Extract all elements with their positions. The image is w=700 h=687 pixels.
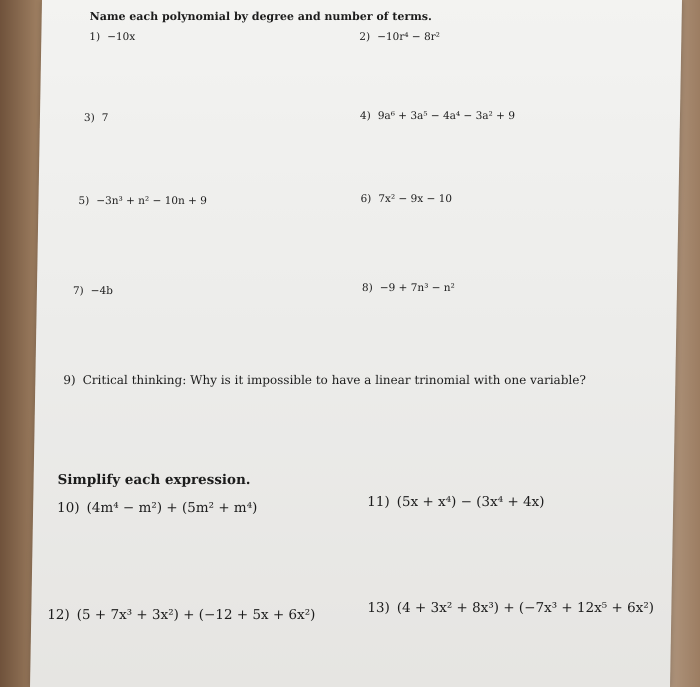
- problem-expression: −10x: [107, 31, 136, 43]
- problem-expression: (4 + 3x² + 8x³) + (−7x³ + 12x⁵ + 6x²): [396, 600, 655, 616]
- problem-expression: 9a⁶ + 3a⁵ − 4a⁴ − 3a² + 9: [377, 110, 516, 122]
- problem-number: 3): [83, 112, 95, 124]
- problem-5: [78, 195, 207, 207]
- question-text: Critical thinking: Why is it impossible to have a linear trinomial with one variable?: [82, 373, 586, 387]
- problem-13: [367, 600, 654, 616]
- critical-thinking-question: [63, 373, 586, 387]
- problem-expression: −10r⁴ − 8r²: [377, 31, 441, 43]
- problem-10: [57, 500, 258, 516]
- section1-heading: Name each polynomial by degree and number of terms.: [89, 10, 432, 23]
- section2-heading: Simplify each expression.: [57, 472, 251, 488]
- problem-8: [362, 282, 455, 294]
- problem-number: 10): [56, 500, 80, 516]
- problem-1: [89, 31, 135, 43]
- worksheet-paper: [30, 0, 682, 687]
- problem-number: 9): [63, 373, 76, 387]
- problem-expression: −4b: [90, 285, 114, 297]
- problem-expression: 7: [101, 112, 109, 124]
- problem-6: [360, 193, 452, 205]
- problem-number: 13): [367, 600, 390, 616]
- problem-7: [73, 285, 113, 297]
- problem-number: 6): [360, 193, 372, 205]
- problem-2: [359, 31, 440, 43]
- problem-number: 12): [47, 607, 70, 623]
- problem-3: [84, 112, 109, 124]
- problem-number: 8): [361, 282, 373, 294]
- problem-expression: (5x + x⁴) − (3x⁴ + 4x): [396, 494, 545, 510]
- problem-number: 1): [89, 31, 101, 43]
- problem-number: 4): [359, 110, 371, 122]
- problem-12: [47, 607, 315, 623]
- problem-expression: (4m⁴ − m²) + (5m² + m⁴): [86, 500, 258, 516]
- problem-expression: −9 + 7n³ − n²: [379, 282, 455, 294]
- problem-expression: 7x² − 9x − 10: [378, 193, 453, 205]
- problem-11: [367, 494, 545, 510]
- problem-number: 5): [78, 195, 90, 207]
- problem-number: 2): [359, 31, 371, 43]
- problem-number: 11): [367, 494, 390, 510]
- problem-number: 7): [72, 285, 84, 297]
- problem-4: [360, 110, 515, 122]
- problem-expression: −3n³ + n² − 10n + 9: [96, 195, 208, 207]
- problem-expression: (5 + 7x³ + 3x²) + (−12 + 5x + 6x²): [76, 607, 316, 623]
